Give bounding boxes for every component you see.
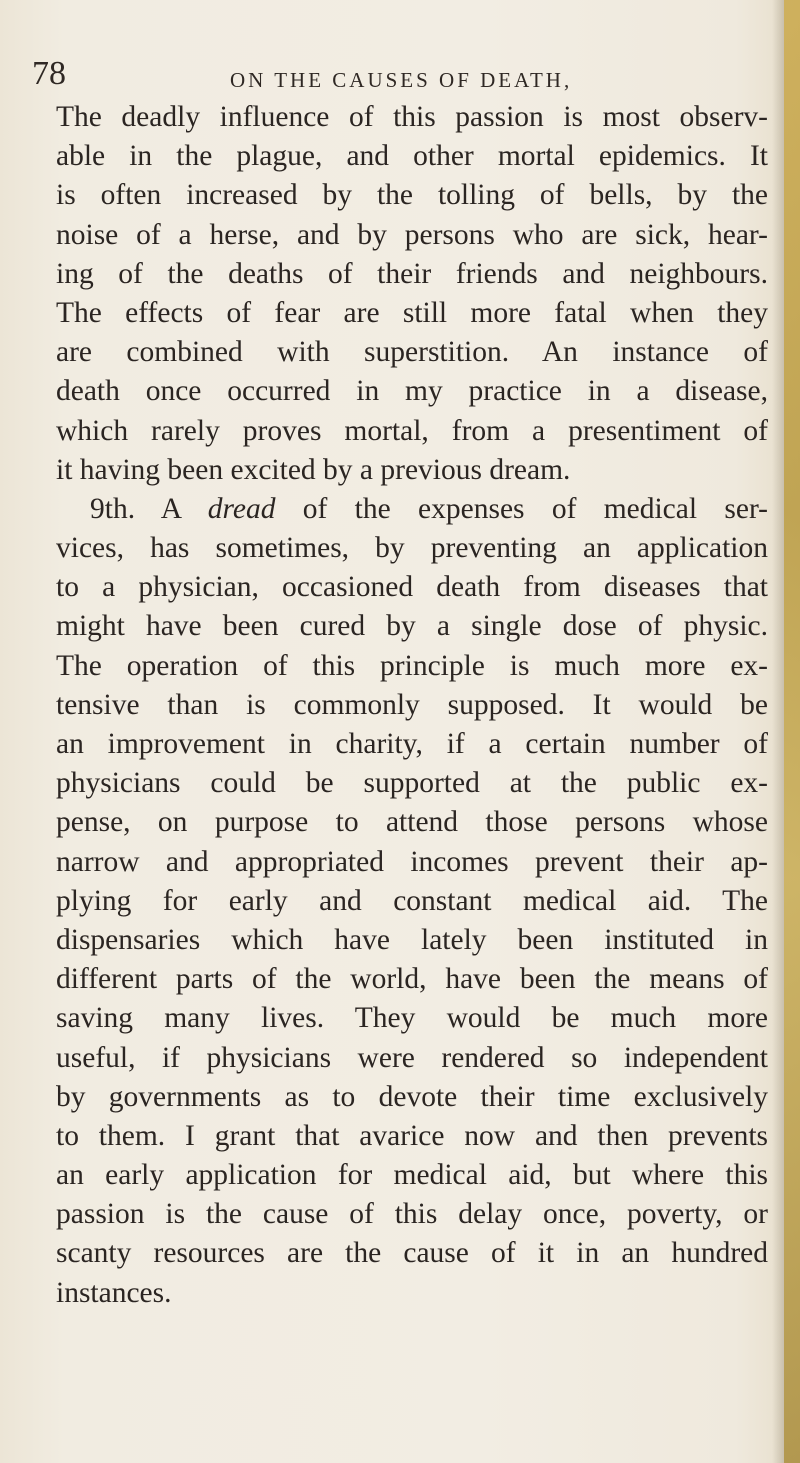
text-line: The effects of fear are still more fatal when they — [56, 296, 768, 329]
text-line: The deadly influence of this passion is most observ- — [56, 101, 768, 133]
text-line: might have been cured by a single dose of physic. — [56, 610, 768, 643]
emphasis-dread: dread — [207, 492, 276, 525]
text-line: passion is the cause of this delay once, poverty, or — [56, 1198, 768, 1231]
running-title: ON THE CAUSES OF DEATH, — [230, 68, 573, 92]
text-line: vices, has sometimes, by preventing an application — [56, 532, 768, 565]
text-line: dispensaries which have lately been instituted in — [56, 923, 768, 956]
body-text — [56, 98, 768, 1313]
text-line: able in the plague, and other mortal epidemics. It — [56, 140, 768, 173]
text-line: it having been excited by a previous dream. — [56, 453, 571, 486]
page-number: 78 — [32, 55, 66, 92]
text-line: an improvement in charity, if a certain number of — [56, 728, 768, 760]
text-line: physicians could be supported at the public ex- — [56, 767, 768, 800]
running-head — [32, 56, 752, 96]
text-line: to them. I grant that avarice now and then prevents — [56, 1119, 768, 1152]
text-line: plying for early and constant medical aid. The — [56, 884, 768, 917]
text-line: The operation of this principle is much more ex- — [56, 649, 768, 682]
page-edge-shadow — [772, 0, 784, 1463]
text-line: are combined with superstition. An instance of — [56, 336, 768, 369]
section-number: 9th. A — [90, 492, 181, 525]
text-line: death once occurred in my practice in a disease, — [56, 375, 768, 408]
text-line: by governments as to devote their time exclusively — [56, 1080, 768, 1113]
text-line: tensive than is commonly supposed. It would be — [56, 688, 768, 721]
text-line: saving many lives. They would be much more — [56, 1002, 768, 1035]
page-edge-gilt — [784, 0, 800, 1463]
text-line: which rarely proves mortal, from a presentiment of — [56, 414, 768, 447]
text-line: noise of a herse, and by persons who are sick, hear- — [56, 218, 768, 251]
text-fragment: of the expenses of medical ser- — [302, 492, 769, 525]
text-line: ing of the deaths of their friends and neighbours. — [56, 257, 768, 290]
paragraph-start-line — [56, 490, 768, 529]
text-line: to a physician, occasioned death from diseases that — [56, 571, 768, 604]
text-line: pense, on purpose to attend those persons whose — [56, 806, 768, 839]
text-line: scanty resources are the cause of it in an hundred — [56, 1237, 768, 1270]
text-line: different parts of the world, have been the means of — [56, 963, 768, 996]
text-line: narrow and appropriated incomes prevent their ap- — [56, 845, 768, 878]
text-line: is often increased by the tolling of bells, by the — [56, 179, 768, 212]
text-line: useful, if physicians were rendered so independent — [56, 1041, 768, 1074]
text-line: instances. — [56, 1276, 172, 1309]
text-line: an early application for medical aid, but where this — [56, 1159, 768, 1192]
